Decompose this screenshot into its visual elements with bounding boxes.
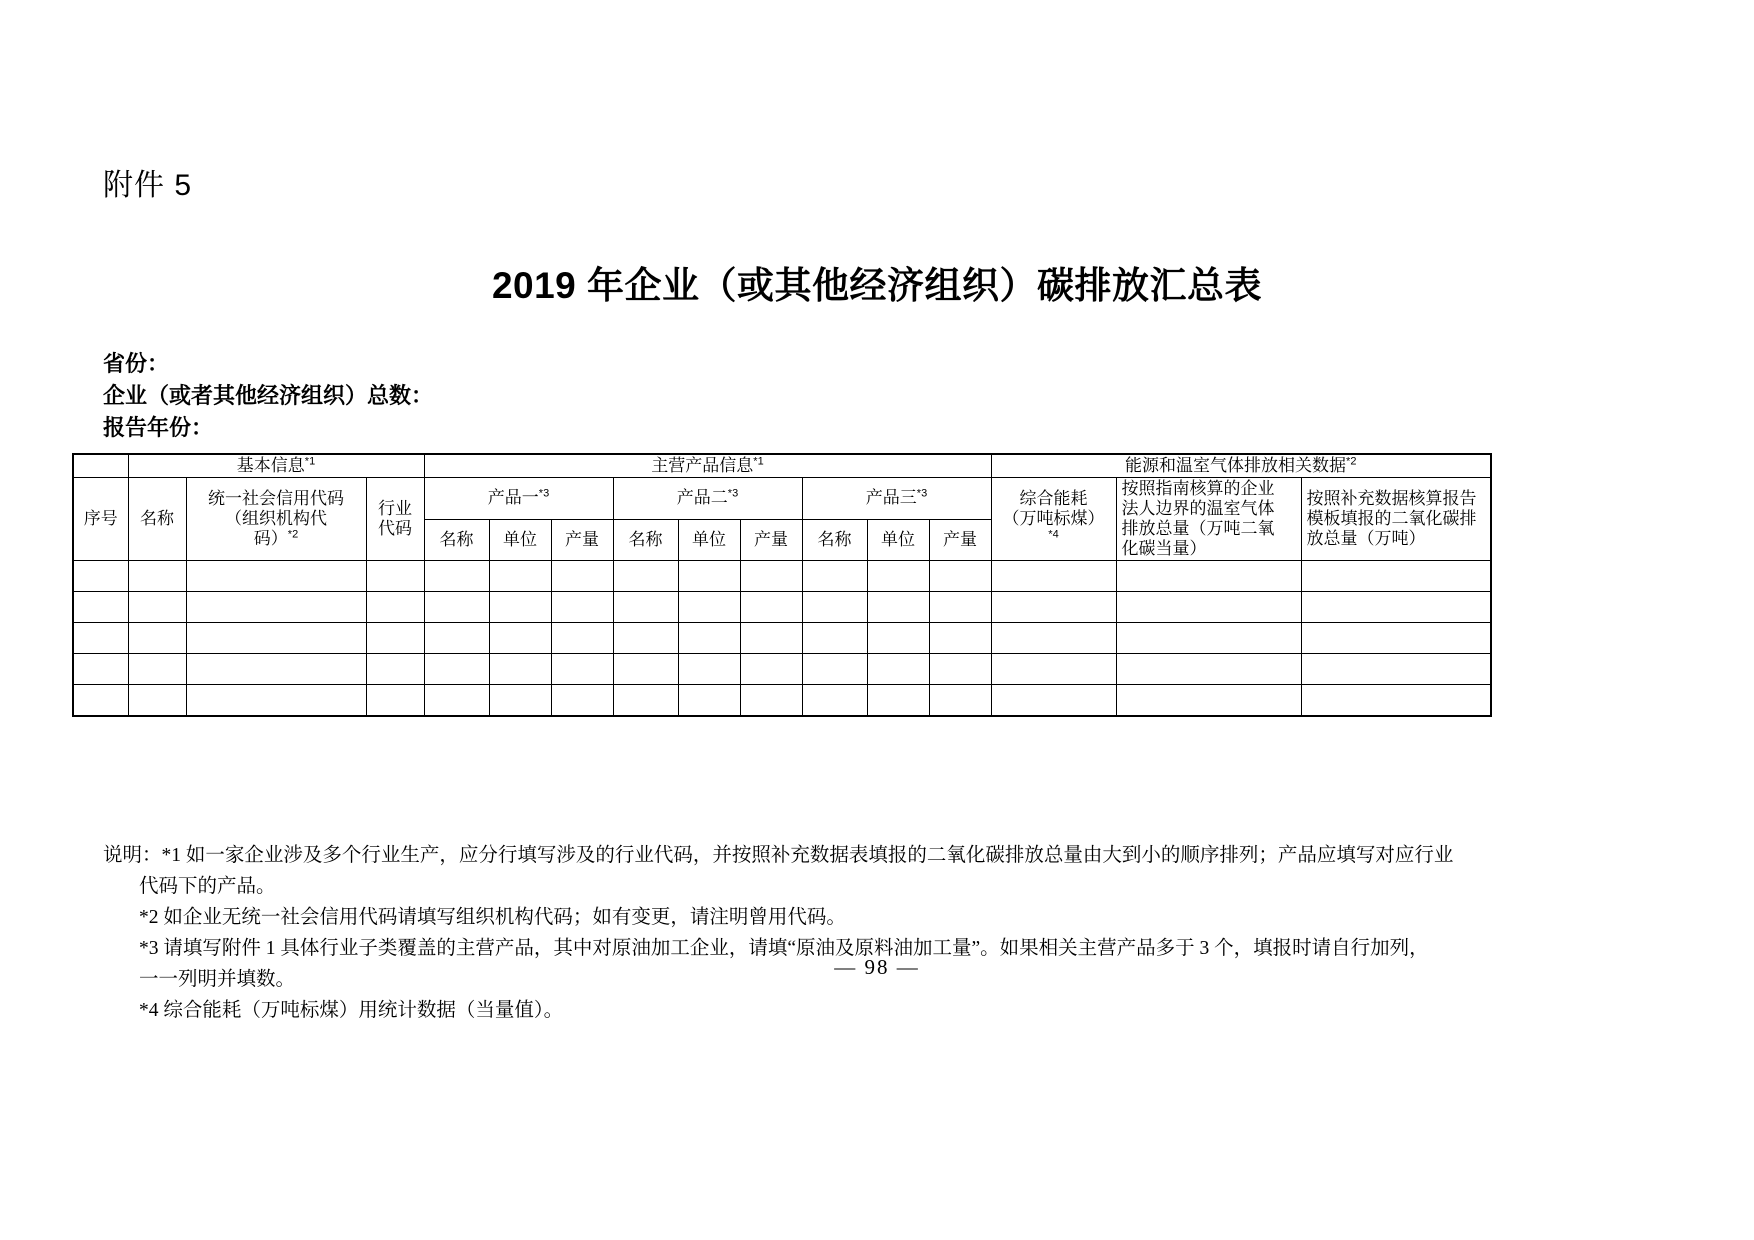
group-header-blank-seq	[73, 454, 128, 478]
column-header-product-3	[802, 478, 991, 520]
table-row[interactable]	[73, 654, 1491, 685]
field-enterprise-total: 企业（或者其他经济组织）总数：	[103, 383, 434, 408]
cell-credit-code[interactable]	[186, 623, 366, 654]
product-1-sup: *3	[538, 487, 550, 500]
industry-code-line2: 代码	[378, 519, 412, 538]
column-header-p3-output: 产量	[929, 519, 991, 561]
group-header-basic-info	[128, 454, 424, 478]
cell-p1-unit[interactable]	[489, 592, 551, 623]
cell-industry-code[interactable]	[366, 654, 424, 685]
column-header-credit-code	[186, 478, 366, 561]
cell-p3-name[interactable]	[802, 654, 867, 685]
column-header-name: 名称	[128, 478, 186, 561]
field-report-year: 报告年份：	[103, 415, 214, 440]
table-row[interactable]	[73, 685, 1491, 717]
cell-supplement-co2-total[interactable]	[1301, 654, 1491, 685]
supplement-line1: 按照补充数据核算报告	[1306, 489, 1477, 508]
group-header-main-product-info	[424, 454, 991, 478]
product-2-sup: *3	[727, 487, 739, 500]
guideline-line3: 排放总量（万吨二氧	[1121, 519, 1275, 538]
footnote-line: *4 综合能耗（万吨标煤）用统计数据（当量值）。	[139, 1000, 564, 1021]
group-header-energy-ghg-label: 能源和温室气体排放相关数据	[1125, 456, 1347, 475]
cell-p1-output[interactable]	[551, 654, 613, 685]
credit-code-line2: （组织机构代	[225, 509, 327, 528]
cell-seq[interactable]	[73, 685, 128, 717]
group-header-main-product-info-label: 主营产品信息	[651, 456, 754, 475]
column-header-p3-unit: 单位	[867, 519, 929, 561]
cell-p2-unit[interactable]	[678, 685, 740, 717]
group-header-energy-ghg-sup: *2	[1346, 455, 1357, 468]
cell-industry-code[interactable]	[366, 592, 424, 623]
column-header-product-1	[424, 478, 613, 520]
group-header-main-product-info-sup: *1	[753, 455, 764, 468]
cell-p1-output[interactable]	[551, 592, 613, 623]
table-group-header-row	[73, 454, 1491, 478]
cell-comprehensive-energy[interactable]	[991, 654, 1116, 685]
cell-industry-code[interactable]	[366, 685, 424, 717]
cell-credit-code[interactable]	[186, 685, 366, 717]
column-header-product-2	[613, 478, 802, 520]
product-3-label: 产品三	[865, 488, 917, 508]
credit-code-sup: *2	[287, 528, 299, 541]
energy-line2: （万吨标煤）	[1002, 509, 1105, 528]
cell-p2-output[interactable]	[740, 654, 802, 685]
cell-seq[interactable]	[73, 623, 128, 654]
column-header-p2-output: 产量	[740, 519, 802, 561]
energy-line1: 综合能耗	[1019, 489, 1088, 508]
supplement-line2: 模板填报的二氧化碳排	[1306, 509, 1477, 528]
cell-p3-name[interactable]	[802, 561, 867, 592]
cell-industry-code[interactable]	[366, 561, 424, 592]
credit-code-line1: 统一社会信用代码	[208, 489, 344, 508]
table-subheader-row-1	[73, 478, 1491, 520]
cell-p1-name[interactable]	[424, 592, 489, 623]
cell-p2-unit[interactable]	[678, 592, 740, 623]
cell-seq[interactable]	[73, 654, 128, 685]
product-3-sup: *3	[916, 487, 928, 500]
page-number: — 98 —	[834, 955, 920, 979]
cell-p2-unit[interactable]	[678, 623, 740, 654]
cell-name[interactable]	[128, 654, 186, 685]
cell-p3-output[interactable]	[929, 592, 991, 623]
cell-p2-output[interactable]	[740, 561, 802, 592]
cell-supplement-co2-total[interactable]	[1301, 561, 1491, 592]
cell-comprehensive-energy[interactable]	[991, 623, 1116, 654]
cell-guideline-ghg-total[interactable]	[1116, 561, 1301, 592]
cell-p2-output[interactable]	[740, 592, 802, 623]
column-header-p3-name: 名称	[802, 519, 867, 561]
product-1-label: 产品一	[487, 488, 539, 508]
cell-p2-output[interactable]	[740, 623, 802, 654]
column-header-supplement-co2-total	[1301, 478, 1491, 561]
column-header-p2-unit: 单位	[678, 519, 740, 561]
cell-p2-name[interactable]	[613, 685, 678, 717]
cell-p3-output[interactable]	[929, 685, 991, 717]
cell-p1-name[interactable]	[424, 623, 489, 654]
cell-guideline-ghg-total[interactable]	[1116, 592, 1301, 623]
cell-supplement-co2-total[interactable]	[1301, 592, 1491, 623]
cell-p1-output[interactable]	[551, 561, 613, 592]
column-header-p1-unit: 单位	[489, 519, 551, 561]
cell-name[interactable]	[128, 685, 186, 717]
product-2-label: 产品二	[676, 488, 728, 508]
industry-code-line1: 行业	[378, 499, 412, 518]
cell-p1-unit[interactable]	[489, 561, 551, 592]
energy-sup: *4	[1048, 528, 1059, 541]
guideline-line1: 按照指南核算的企业	[1121, 479, 1275, 498]
supplement-line3: 放总量（万吨）	[1306, 529, 1426, 548]
column-header-seq: 序号	[73, 478, 128, 561]
footnote-line: 说明：*1 如一家企业涉及多个行业生产，应分行填写涉及的行业代码，并按照补充数据表填报的二氧化碳排放总量由大到小的顺序排列；产品应填写对应行业	[103, 845, 1454, 866]
column-header-p1-name: 名称	[424, 519, 489, 561]
cell-p1-name[interactable]	[424, 654, 489, 685]
cell-p3-unit[interactable]	[867, 623, 929, 654]
field-label-block	[103, 348, 433, 444]
group-header-energy-ghg	[991, 454, 1491, 478]
cell-guideline-ghg-total[interactable]	[1116, 685, 1301, 717]
cell-credit-code[interactable]	[186, 592, 366, 623]
cell-p3-unit[interactable]	[867, 654, 929, 685]
cell-p2-name[interactable]	[613, 592, 678, 623]
cell-p1-output[interactable]	[551, 685, 613, 717]
footnotes	[103, 840, 1503, 1026]
cell-p2-unit[interactable]	[678, 654, 740, 685]
cell-p1-output[interactable]	[551, 623, 613, 654]
column-header-industry-code	[366, 478, 424, 561]
cell-supplement-co2-total[interactable]	[1301, 623, 1491, 654]
cell-p3-name[interactable]	[802, 592, 867, 623]
cell-credit-code[interactable]	[186, 654, 366, 685]
group-header-basic-info-sup: *1	[304, 455, 316, 468]
field-province: 省份：	[103, 351, 170, 376]
cell-p2-unit[interactable]	[678, 561, 740, 592]
cell-p1-unit[interactable]	[489, 654, 551, 685]
cell-p1-name[interactable]	[424, 685, 489, 717]
footnote-line: 代码下的产品。	[139, 876, 276, 897]
cell-p3-output[interactable]	[929, 623, 991, 654]
cell-p3-name[interactable]	[802, 685, 867, 717]
cell-name[interactable]	[128, 592, 186, 623]
cell-p1-unit[interactable]	[489, 685, 551, 717]
footnote-line: *2 如企业无统一社会信用代码请填写组织机构代码；如有变更，请注明曾用代码。	[139, 907, 846, 928]
cell-p2-output[interactable]	[740, 685, 802, 717]
cell-p1-name[interactable]	[424, 561, 489, 592]
page-title: 2019 年企业（或其他经济组织）碳排放汇总表	[491, 265, 1263, 306]
cell-p3-unit[interactable]	[867, 561, 929, 592]
table-row[interactable]	[73, 623, 1491, 654]
cell-p3-unit[interactable]	[867, 685, 929, 717]
cell-comprehensive-energy[interactable]	[991, 685, 1116, 717]
cell-p3-unit[interactable]	[867, 592, 929, 623]
cell-p2-name[interactable]	[613, 561, 678, 592]
cell-p3-name[interactable]	[802, 623, 867, 654]
column-header-p2-name: 名称	[613, 519, 678, 561]
table-row[interactable]	[73, 561, 1491, 592]
emissions-summary-table	[72, 453, 1492, 717]
cell-name[interactable]	[128, 623, 186, 654]
cell-name[interactable]	[128, 561, 186, 592]
cell-p3-output[interactable]	[929, 561, 991, 592]
cell-comprehensive-energy[interactable]	[991, 561, 1116, 592]
cell-guideline-ghg-total[interactable]	[1116, 623, 1301, 654]
group-header-basic-info-label: 基本信息	[236, 456, 305, 475]
cell-seq[interactable]	[73, 592, 128, 623]
cell-supplement-co2-total[interactable]	[1301, 685, 1491, 717]
emissions-summary-table-wrapper	[72, 453, 1492, 717]
cell-p3-output[interactable]	[929, 654, 991, 685]
column-header-comprehensive-energy	[991, 478, 1116, 561]
credit-code-line3: 码）	[253, 529, 288, 548]
column-header-p1-output: 产量	[551, 519, 613, 561]
cell-credit-code[interactable]	[186, 561, 366, 592]
guideline-line2: 法人边界的温室气体	[1121, 499, 1275, 518]
cell-guideline-ghg-total[interactable]	[1116, 654, 1301, 685]
cell-p1-unit[interactable]	[489, 623, 551, 654]
cell-industry-code[interactable]	[366, 623, 424, 654]
cell-seq[interactable]	[73, 561, 128, 592]
footnote-line: *3 请填写附件 1 具体行业子类覆盖的主营产品，其中对原油加工企业，请填“原油及原料油加工量”。如果相关主营产品多于 3 个，填报时请自行加列，	[139, 938, 1429, 959]
cell-p2-name[interactable]	[613, 623, 678, 654]
cell-comprehensive-energy[interactable]	[991, 592, 1116, 623]
guideline-line4: 化碳当量）	[1121, 539, 1207, 558]
table-row[interactable]	[73, 592, 1491, 623]
cell-p2-name[interactable]	[613, 654, 678, 685]
footnote-line: 一一列明并填数。	[139, 969, 296, 990]
column-header-guideline-ghg-total	[1116, 478, 1301, 561]
attachment-label: 附件 5	[103, 169, 193, 202]
